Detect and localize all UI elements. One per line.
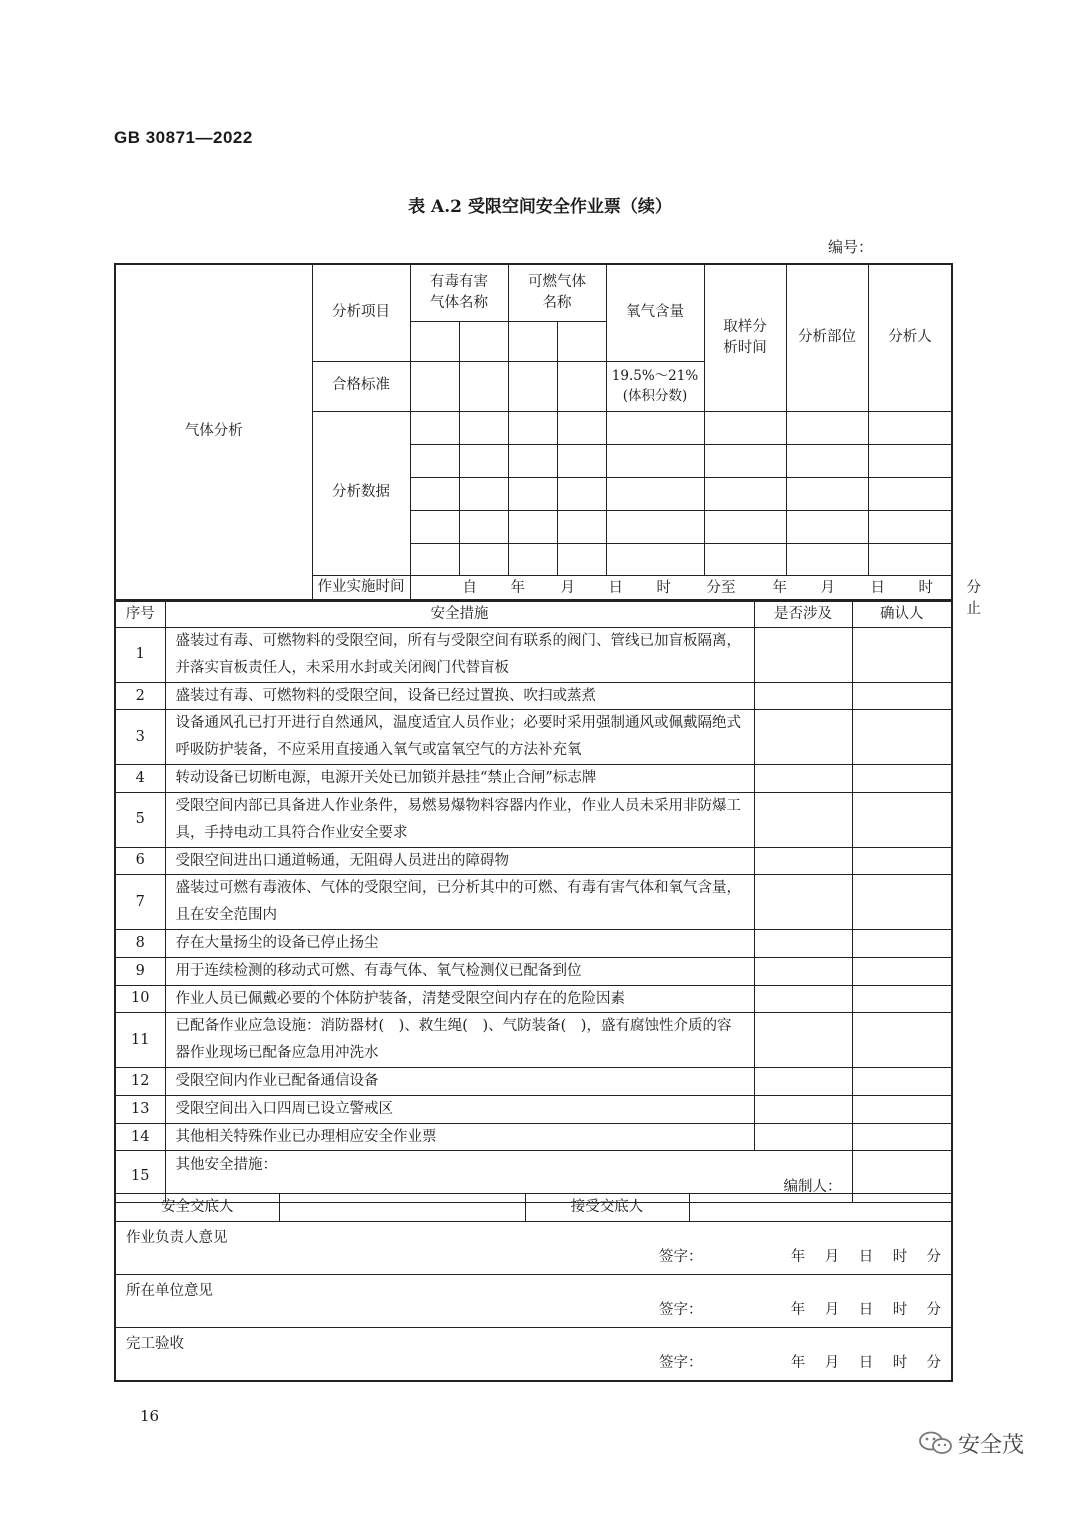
confirmer-cell[interactable] (852, 1068, 952, 1096)
data-cell[interactable] (557, 444, 606, 477)
table-row (115, 1068, 952, 1096)
confirmer-cell[interactable] (852, 682, 952, 710)
form-number-label: 编号： (828, 238, 874, 256)
table-row (115, 1123, 952, 1151)
handover-receiver-label: 接受交底人 (525, 1194, 689, 1222)
confirmer-cell[interactable] (852, 1123, 952, 1151)
confirmer-cell[interactable] (852, 710, 952, 765)
work-time-minute-end: 分止 (966, 579, 981, 617)
confirmer-cell[interactable] (852, 628, 952, 683)
wechat-icon (918, 1430, 954, 1456)
data-cell[interactable] (557, 477, 606, 510)
row-no: 7 (115, 875, 165, 930)
involved-cell[interactable] (754, 875, 852, 930)
handover-table (114, 1193, 953, 1222)
handover-giver-label: 安全交底人 (115, 1194, 279, 1222)
data-cell[interactable] (868, 477, 952, 510)
toxic-gas-cell[interactable] (410, 321, 459, 361)
table-row (115, 875, 952, 930)
standard-cell[interactable] (557, 361, 606, 411)
row-no: 3 (115, 710, 165, 765)
involved-cell[interactable] (754, 682, 852, 710)
row-measure: 设备通风孔已打开进行自然通风，温度适宜人员作业；必要时采用强制通风或佩戴隔绝式呼吸防护装备，不应采用直接通入氧气或富氧空气的方法补充氧 (165, 710, 754, 765)
row-no: 13 (115, 1095, 165, 1123)
involved-cell[interactable] (754, 765, 852, 793)
involved-cell[interactable] (754, 957, 852, 985)
table-row (115, 847, 952, 875)
sign-year: 年 (790, 1301, 806, 1318)
table-row (115, 765, 952, 793)
data-cell[interactable] (786, 510, 868, 543)
data-cell[interactable] (459, 411, 508, 444)
data-cell[interactable] (786, 477, 868, 510)
row-measure: 用于连续检测的移动式可燃、有毒气体、氧气检测仪已配备到位 (165, 957, 754, 985)
data-cell[interactable] (508, 477, 557, 510)
involved-cell[interactable] (754, 628, 852, 683)
safety-measures-table (114, 601, 953, 1203)
table-row (115, 682, 952, 710)
header-confirmer: 确认人 (852, 602, 952, 628)
gas-analysis-label: 气体分析 (115, 264, 312, 600)
confirmer-cell[interactable] (852, 765, 952, 793)
row-no: 5 (115, 792, 165, 847)
signoff-table (114, 1221, 953, 1382)
work-time-label: 作业实施时间 (312, 575, 410, 600)
row-no: 14 (115, 1123, 165, 1151)
data-cell[interactable] (459, 444, 508, 477)
sign-day: 日 (858, 1301, 874, 1318)
confirmer-cell[interactable] (852, 957, 952, 985)
row-measure: 转动设备已切断电源，电源开关处已加锁并悬挂“禁止合闸”标志牌 (165, 765, 754, 793)
sign-year: 年 (790, 1354, 806, 1371)
table-row (115, 1013, 952, 1068)
row-no: 9 (115, 957, 165, 985)
sign-label: 签字： (659, 1248, 703, 1265)
data-cell[interactable] (410, 543, 459, 575)
data-cell[interactable] (606, 510, 704, 543)
sign-minute: 分 (926, 1301, 941, 1318)
row-no: 8 (115, 929, 165, 957)
table-row (115, 792, 952, 847)
data-cell[interactable] (508, 411, 557, 444)
involved-cell[interactable] (754, 1123, 852, 1151)
data-cell[interactable] (410, 444, 459, 477)
preparer-label: 编制人： (783, 1179, 842, 1196)
oxygen-standard-unit: (体积分数) (622, 388, 688, 404)
row-no: 1 (115, 628, 165, 683)
data-cell[interactable] (508, 543, 557, 575)
data-cell[interactable] (606, 411, 704, 444)
signoff-supervisor[interactable] (115, 1222, 952, 1275)
sign-minute: 分 (926, 1248, 941, 1265)
table-row (115, 929, 952, 957)
standard-cell[interactable] (459, 361, 508, 411)
data-cell[interactable] (786, 444, 868, 477)
row-measure: 盛装过有毒、可燃物料的受限空间，所有与受限空间有联系的阀门、管线已加盲板隔离，并落实盲板责任人，未采用水封或关闭阀门代替盲板 (165, 628, 754, 683)
page-number: 16 (140, 1407, 160, 1425)
data-cell[interactable] (606, 477, 704, 510)
data-cell[interactable] (459, 510, 508, 543)
work-time-day: 日 (608, 579, 623, 596)
data-cell[interactable] (704, 510, 786, 543)
sign-day: 日 (858, 1354, 874, 1371)
work-time-year: 年 (510, 579, 525, 596)
sign-minute: 分 (926, 1354, 941, 1371)
data-cell[interactable] (868, 444, 952, 477)
work-time-hour: 时 (656, 579, 671, 596)
involved-cell[interactable] (754, 710, 852, 765)
work-time-year2: 年 (772, 579, 787, 596)
row-measure: 受限空间内部已具备进人作业条件，易燃易爆物料容器内作业，作业人员未采用非防爆工具，手持电动工具符合作业安全要求 (165, 792, 754, 847)
oxygen-standard-range: 19.5%～21% (611, 367, 699, 384)
confirmer-cell[interactable] (852, 875, 952, 930)
table-row (115, 1095, 952, 1123)
other-measures-label: 其他安全措施： (175, 1157, 277, 1174)
row-no: 12 (115, 1068, 165, 1096)
header-measure: 安全措施 (165, 602, 754, 628)
signoff-title: 完工验收 (126, 1336, 184, 1352)
oxygen-label: 氧气含量 (606, 264, 704, 361)
sign-month: 月 (824, 1248, 840, 1265)
row-no: 4 (115, 765, 165, 793)
standard-label: 合格标准 (312, 361, 410, 411)
data-cell[interactable] (410, 477, 459, 510)
header-no: 序号 (115, 602, 165, 628)
data-cell[interactable] (704, 444, 786, 477)
row-measure: 存在大量扬尘的设备已停止扬尘 (165, 929, 754, 957)
data-cell[interactable] (459, 477, 508, 510)
work-time-from: 自 (462, 579, 477, 596)
data-cell[interactable] (786, 411, 868, 444)
handover-receiver-field[interactable] (689, 1194, 952, 1222)
sign-year: 年 (790, 1248, 806, 1265)
sign-hour: 时 (892, 1354, 908, 1371)
signoff-title: 作业负责人意见 (126, 1230, 228, 1246)
row-measure: 受限空间内作业已配备通信设备 (165, 1068, 754, 1096)
sign-hour: 时 (892, 1301, 908, 1318)
page-title: 表 A.2 受限空间安全作业票（续） (408, 197, 672, 217)
flammable-gas-cell[interactable] (508, 321, 557, 361)
header-involved: 是否涉及 (754, 602, 852, 628)
data-cell[interactable] (704, 477, 786, 510)
flammable-gas-cell[interactable] (557, 321, 606, 361)
row-measure: 受限空间出入口四周已设立警戒区 (165, 1095, 754, 1123)
data-cell[interactable] (786, 543, 868, 575)
involved-cell[interactable] (754, 847, 852, 875)
toxic-gas-label: 有毒有害气体名称 (410, 264, 508, 321)
work-time-hour2: 时 (918, 579, 933, 596)
confirmer-cell[interactable] (852, 1095, 952, 1123)
work-time-day2: 日 (870, 579, 885, 596)
confirmer-cell[interactable] (852, 1013, 952, 1068)
toxic-gas-cell[interactable] (459, 321, 508, 361)
row-measure: 其他相关特殊作业已办理相应安全作业票 (165, 1123, 754, 1151)
oxygen-standard (606, 361, 704, 411)
sign-hour: 时 (892, 1248, 908, 1265)
data-cell[interactable] (868, 411, 952, 444)
involved-cell[interactable] (754, 1095, 852, 1123)
involved-cell[interactable] (754, 929, 852, 957)
confirmer-cell[interactable] (852, 847, 952, 875)
involved-cell[interactable] (754, 985, 852, 1013)
row-no: 15 (115, 1151, 165, 1203)
table-row (115, 957, 952, 985)
sign-day: 日 (858, 1248, 874, 1265)
work-time-month2: 月 (820, 579, 835, 596)
work-time-minute-to: 分至 (706, 579, 736, 596)
data-cell[interactable] (557, 543, 606, 575)
data-cell[interactable] (557, 510, 606, 543)
row-measure: 盛装过可燃有毒液体、气体的受限空间，已分析其中的可燃、有毒有害气体和氧气含量，且在安全范围内 (165, 875, 754, 930)
row-no: 10 (115, 985, 165, 1013)
table-row (115, 628, 952, 683)
data-cell[interactable] (508, 510, 557, 543)
involved-cell[interactable] (754, 1068, 852, 1096)
row-measure: 作业人员已佩戴必要的个体防护装备，清楚受限空间内存在的危险因素 (165, 985, 754, 1013)
sign-label: 签字： (659, 1354, 703, 1371)
data-cell[interactable] (868, 510, 952, 543)
row-measure: 盛装过有毒、可燃物料的受限空间，设备已经过置换、吹扫或蒸煮 (165, 682, 754, 710)
data-cell[interactable] (704, 543, 786, 575)
row-measure: 受限空间进出口通道畅通，无阻碍人员进出的障碍物 (165, 847, 754, 875)
involved-cell[interactable] (754, 1013, 852, 1068)
work-time-month: 月 (560, 579, 575, 596)
location-label: 分析部位 (786, 264, 868, 411)
data-cell[interactable] (508, 444, 557, 477)
sampling-time-label: 取样分析时间 (704, 264, 786, 411)
row-measure: 已配备作业应急设施：消防器材( )、救生绳( )、气防装备( )，盛有腐蚀性介质的容器作业现场已配备应急用冲洗水 (165, 1013, 754, 1068)
confirmer-cell[interactable] (852, 985, 952, 1013)
sign-month: 月 (824, 1354, 840, 1371)
analysis-data-label: 分析数据 (312, 411, 410, 575)
table-row (115, 985, 952, 1013)
signoff-unit[interactable] (115, 1275, 952, 1328)
sign-label: 签字： (659, 1301, 703, 1318)
confirmer-cell[interactable] (852, 792, 952, 847)
signoff-title: 所在单位意见 (126, 1283, 213, 1299)
row-no: 6 (115, 847, 165, 875)
row-no: 2 (115, 682, 165, 710)
confirmer-cell[interactable] (852, 929, 952, 957)
analyst-label: 分析人 (868, 264, 952, 411)
data-cell[interactable] (606, 543, 704, 575)
flammable-gas-label: 可燃气体名称 (508, 264, 606, 321)
watermark-text: 安全茂 (958, 1433, 1025, 1458)
involved-cell[interactable] (754, 792, 852, 847)
data-cell[interactable] (410, 411, 459, 444)
analysis-item-label: 分析项目 (312, 264, 410, 361)
standard-cell[interactable] (410, 361, 459, 411)
data-cell[interactable] (868, 543, 952, 575)
data-cell[interactable] (704, 411, 786, 444)
data-cell[interactable] (557, 411, 606, 444)
signoff-completion[interactable] (115, 1328, 952, 1382)
standard-number: GB 30871—2022 (114, 128, 253, 147)
data-cell[interactable] (606, 444, 704, 477)
data-cell[interactable] (410, 510, 459, 543)
standard-cell[interactable] (508, 361, 557, 411)
handover-giver-field[interactable] (279, 1194, 525, 1222)
data-cell[interactable] (459, 543, 508, 575)
row-no: 11 (115, 1013, 165, 1068)
sign-month: 月 (824, 1301, 840, 1318)
table-row (115, 710, 952, 765)
